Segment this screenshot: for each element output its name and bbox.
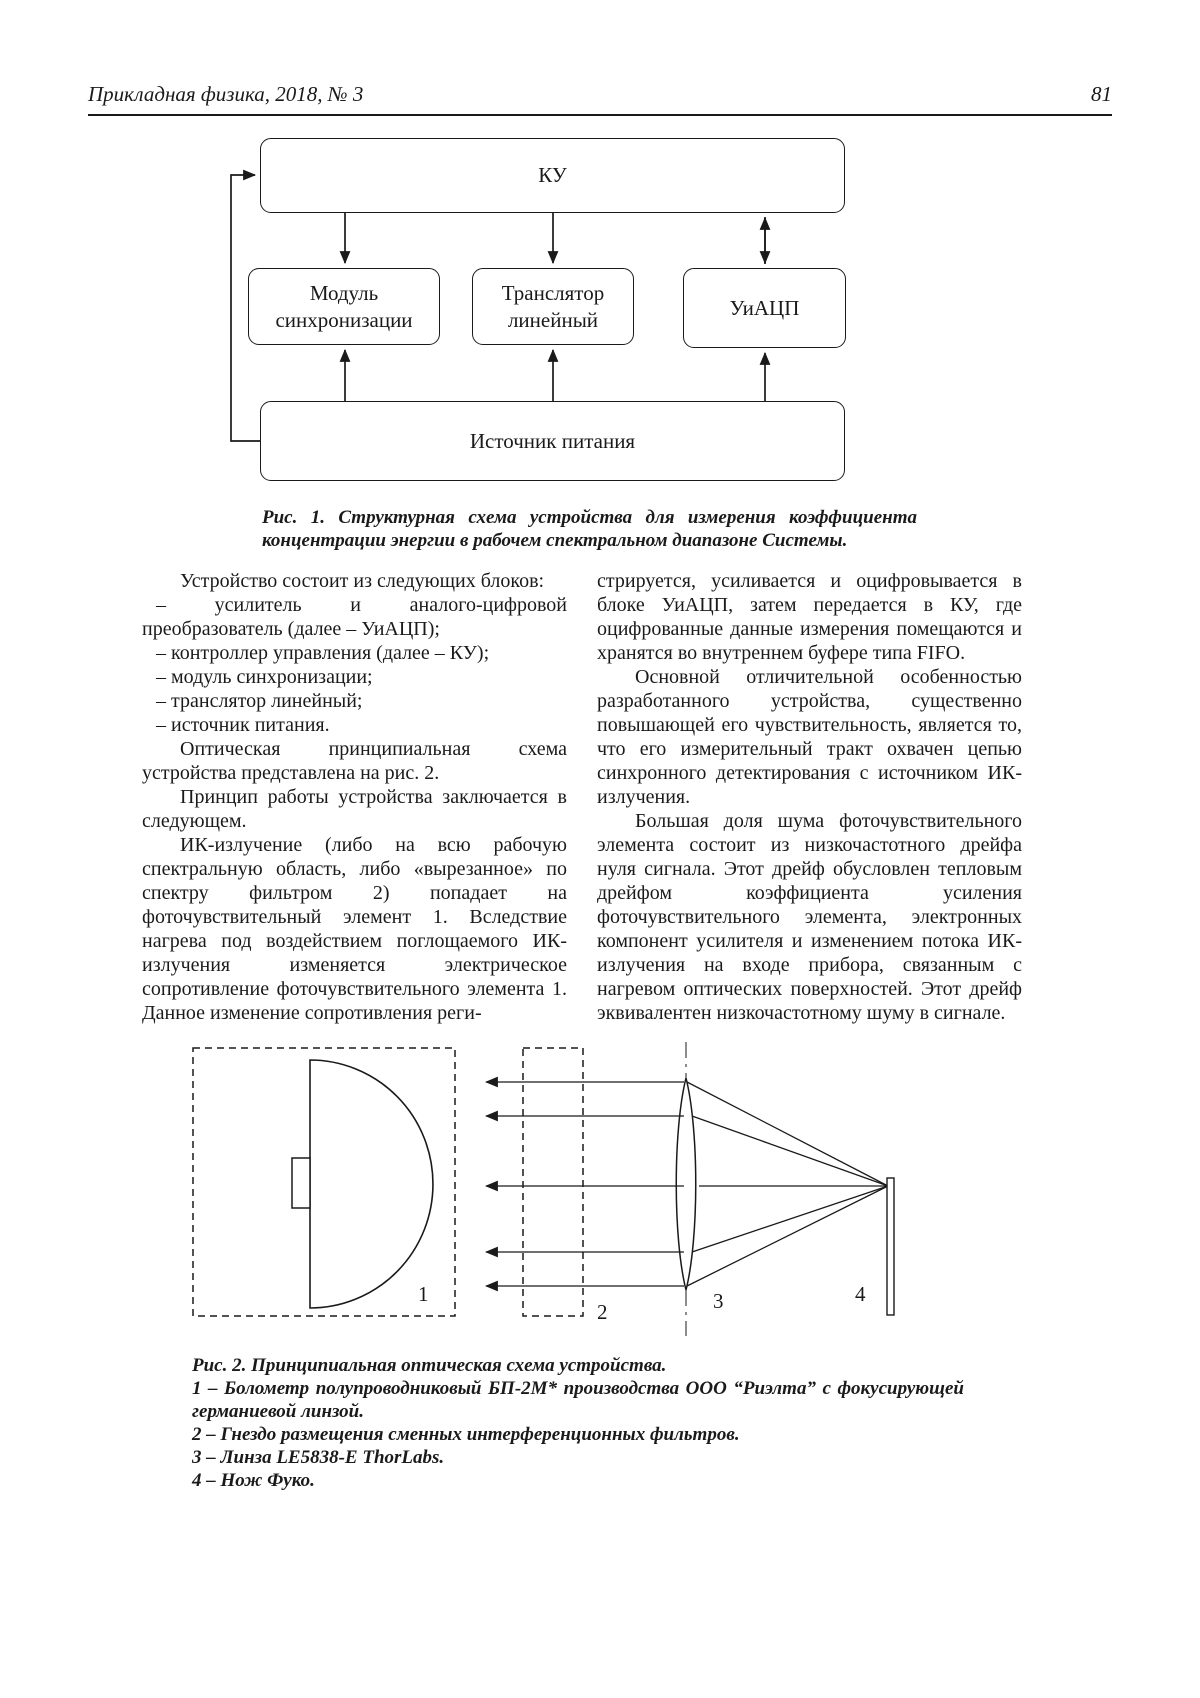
- converging-rays: [687, 1082, 888, 1286]
- legend-item: 3 – Линза LE5838-E ThorLabs.: [192, 1447, 445, 1468]
- ray-line: [687, 1082, 888, 1186]
- ray-line: [692, 1116, 888, 1186]
- ray-line: [692, 1186, 888, 1252]
- paragraph: стрируется, усиливается и оцифровывается в блоке УиАЦП, затем передается в КУ, где оцифрованные данные измерения помещаются и хранятся во внутреннем буфере типа FIFO.: [597, 570, 1022, 664]
- block-power-supply: [260, 401, 845, 481]
- list-item: – модуль синхронизации;: [156, 666, 373, 688]
- lens-shape: [676, 1078, 696, 1290]
- figure1-caption: Рис. 1. Структурная схема устройства для измерения коэффициента концентрации энергии в рабочем спектральном диапазоне Системы.: [262, 507, 917, 551]
- block-linear-translator: [472, 268, 634, 345]
- block-translator-label: Транслятор линейный: [501, 281, 605, 332]
- paragraph: Принцип работы устройства заключается в следующем.: [142, 786, 567, 832]
- list-item: – контроллер управления (далее – КУ);: [156, 642, 490, 664]
- block-uiadc: [683, 268, 846, 348]
- page-header: [88, 82, 1112, 116]
- bolometer-shape: [310, 1060, 433, 1308]
- label-4: 4: [855, 1282, 866, 1306]
- block-ku: [260, 138, 845, 213]
- list-item: – транслятор линейный;: [156, 690, 363, 712]
- label-3: 3: [713, 1289, 724, 1313]
- page-number: 81: [1091, 82, 1112, 106]
- body-text: [142, 569, 1022, 1025]
- block-ku-label: КУ: [538, 163, 567, 188]
- figure1-diagram: [0, 138, 1200, 483]
- figure2-diagram: [0, 1040, 1200, 1340]
- list-item: – усилитель и аналого-цифровой преобразователь (далее – УиАЦП);: [142, 594, 567, 640]
- paragraph: Оптическая принципиальная схема устройства представлена на рис. 2.: [142, 738, 567, 784]
- paragraph: Большая доля шума фоточувствительного элемента состоит из низкочастотного дрейфа нуля сигнала. Этот дрейф обусловлен тепловым дрейфом коэффициента усиления фоточувствительного элемента, электронных компонент усилителя и изменением потока ИК-излучения на входе прибора, связанным с нагревом оптических поверхностей. Этот дрейф эквивалентен низкочастотному шуму в сигнале.: [597, 810, 1022, 1024]
- paragraph: Основной отличительной особенностью разработанного устройства, существенно повышающей его чувствительность, является то, что его измерительный тракт охвачен цепью синхронного детектирования с источником ИК-излучения.: [597, 666, 1022, 808]
- block-uiadc-label: УиАЦП: [729, 295, 800, 320]
- block-sync-module: [248, 268, 440, 345]
- figure2-canvas: [0, 1040, 1200, 1340]
- legend-item: 4 – Нож Фуко.: [192, 1470, 315, 1491]
- label-2: 2: [597, 1300, 608, 1324]
- label-1: 1: [418, 1282, 429, 1306]
- block-power-label: Источник питания: [469, 428, 636, 453]
- journal-title: Прикладная физика, 2018, № 3: [88, 82, 364, 106]
- legend-item: 1 – Болометр полупроводниковый БП-2М* производства ООО “Риэлта” с фокусирующей германиевой линзой.: [192, 1378, 964, 1422]
- body-left-column: [142, 569, 567, 1025]
- filter-slot-dashed-box: [523, 1048, 583, 1316]
- paragraph: ИК-излучение (либо на всю рабочую спектральную область, либо «вырезанное» по спектру фильтром 2) попадает на фоточувствительный элемент 1. Вследствие нагрева под воздействием поглощаемого ИК-излучения изменяется электрическое сопротивление фоточувствительного элемента 1. Данное изменение сопротивления реги-: [142, 834, 567, 1024]
- paragraph: Устройство состоит из следующих блоков:: [180, 570, 545, 592]
- beam-arrows: [486, 1082, 684, 1286]
- block-sync-label: Модуль синхронизации: [275, 281, 413, 332]
- legend-item: 2 – Гнездо размещения сменных интерференционных фильтров.: [192, 1424, 740, 1445]
- knife-edge: [887, 1178, 894, 1315]
- photosensitive-element: [292, 1158, 310, 1208]
- figure2-caption: [192, 1354, 964, 1492]
- figure2-caption-title: Рис. 2. Принципиальная оптическая схема устройства.: [192, 1355, 667, 1376]
- body-right-column: [597, 569, 1022, 1025]
- ray-line: [687, 1186, 888, 1286]
- list-item: – источник питания.: [156, 714, 330, 736]
